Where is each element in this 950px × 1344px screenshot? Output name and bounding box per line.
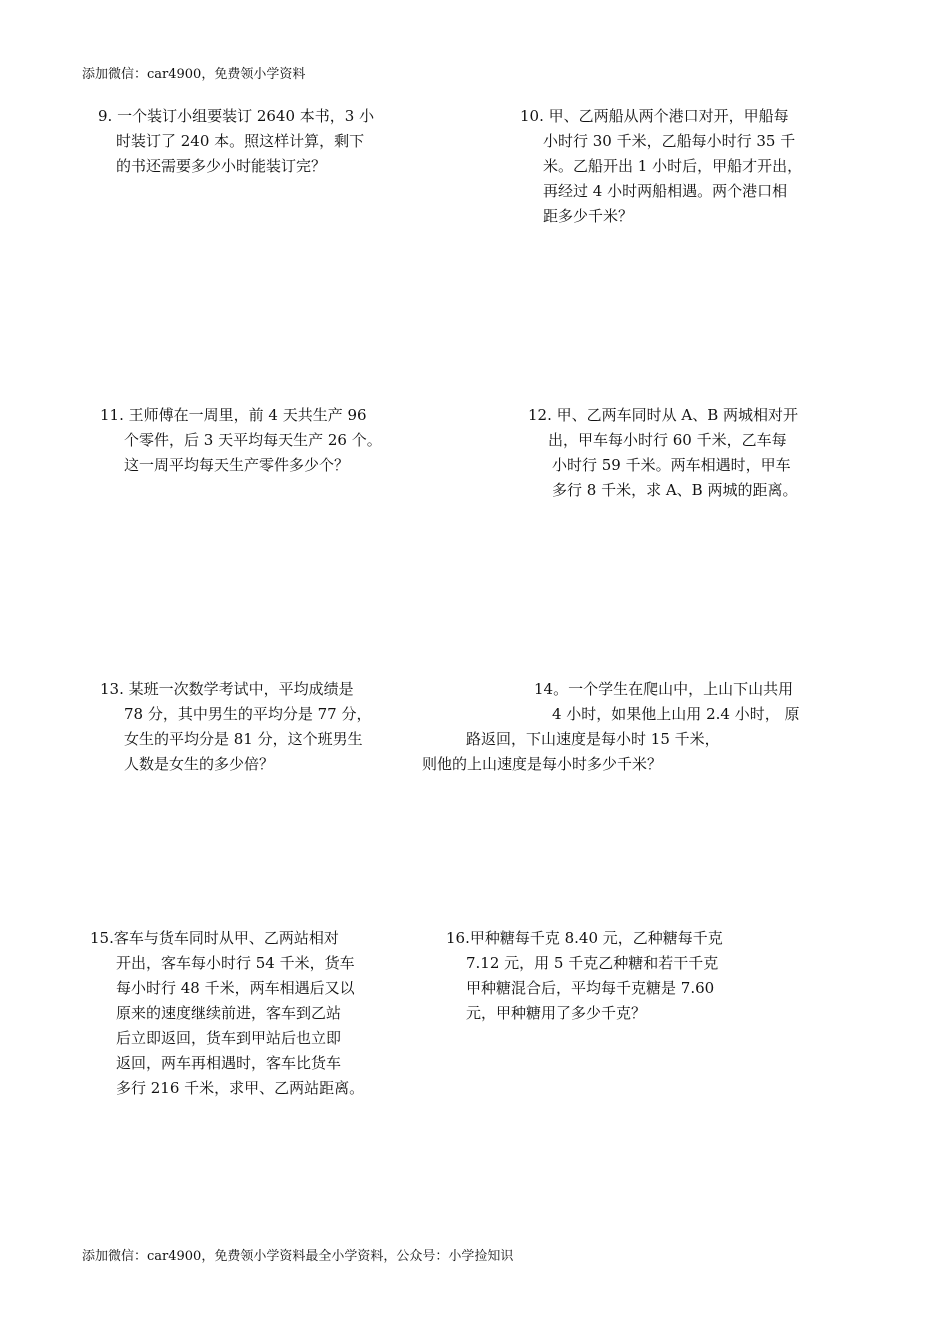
problem-line: 4 小时，如果他上山用 2.4 小时， 原	[552, 705, 800, 723]
problem-line: 16.甲种糖每千克 8.40 元，乙种糖每千克	[446, 929, 723, 947]
problem-line: 路返回，下山速度是每小时 15 千米，	[466, 730, 720, 748]
problem-line: 返回，两车再相遇时，客车比货车	[116, 1054, 342, 1072]
problem-line: 10. 甲、乙两船从两个港口对开，甲船每	[520, 107, 789, 125]
problem-line: 78 分，其中男生的平均分是 77 分，	[124, 705, 372, 723]
problem-line: 时装订了 240 本。照这样计算，剩下	[116, 132, 365, 150]
problem-line: 15.客车与货车同时从甲、乙两站相对	[90, 929, 339, 947]
problem-line: 多行 8 千米，求 A、B 两城的距离。	[552, 481, 798, 499]
problem-line: 再经过 4 小时两船相遇。两个港口相	[543, 182, 788, 200]
problem-line: 原来的速度继续前进，客车到乙站	[116, 1004, 342, 1022]
problem-line: 人数是女生的多少倍？	[124, 755, 275, 773]
problem-line: 则他的上山速度是每小时多少千米？	[422, 755, 663, 773]
problem-line: 米。乙船开出 1 小时后，甲船才开出，	[543, 157, 803, 175]
problem-line: 距多少千米？	[543, 207, 634, 225]
problem-line: 甲种糖混合后，平均每千克糖是 7.60	[466, 979, 715, 997]
problem-line: 的书还需要多少小时能装订完？	[116, 157, 327, 175]
problem-line: 每小时行 48 千米，两车相遇后又以	[116, 979, 355, 997]
problem-line: 后立即返回，货车到甲站后也立即	[116, 1029, 342, 1047]
problem-line: 小时行 59 千米。两车相遇时，甲车	[552, 456, 791, 474]
footer-text: 添加微信：car4900，免费领小学资料最全小学资料，公众号：小学捡知识	[82, 1249, 514, 1264]
problem-line: 个零件，后 3 天平均每天生产 26 个。	[124, 431, 382, 449]
problem-line: 开出，客车每小时行 54 千米，货车	[116, 954, 355, 972]
problem-line: 这一周平均每天生产零件多少个？	[124, 456, 350, 474]
problem-line: 14。一个学生在爬山中，上山下山共用	[534, 680, 794, 698]
problem-line: 9. 一个装订小组要装订 2640 本书，3 小	[98, 107, 375, 125]
problem-line: 元，甲种糖用了多少千克？	[466, 1004, 647, 1022]
problem-line: 多行 216 千米，求甲、乙两站距离。	[116, 1079, 365, 1097]
problem-line: 出，甲车每小时行 60 千米，乙车每	[548, 431, 787, 449]
problem-line: 7.12 元，用 5 千克乙种糖和若干千克	[466, 954, 719, 972]
problem-line: 13. 某班一次数学考试中，平均成绩是	[100, 680, 354, 698]
problem-line: 小时行 30 千米，乙船每小时行 35 千	[543, 132, 796, 150]
problem-line: 11. 王师傅在一周里，前 4 天共生产 96	[100, 406, 367, 424]
header-text: 添加微信：car4900，免费领小学资料	[82, 67, 306, 82]
problem-line: 女生的平均分是 81 分，这个班男生	[124, 730, 363, 748]
problem-line: 12. 甲、乙两车同时从 A、B 两城相对开	[528, 406, 799, 424]
